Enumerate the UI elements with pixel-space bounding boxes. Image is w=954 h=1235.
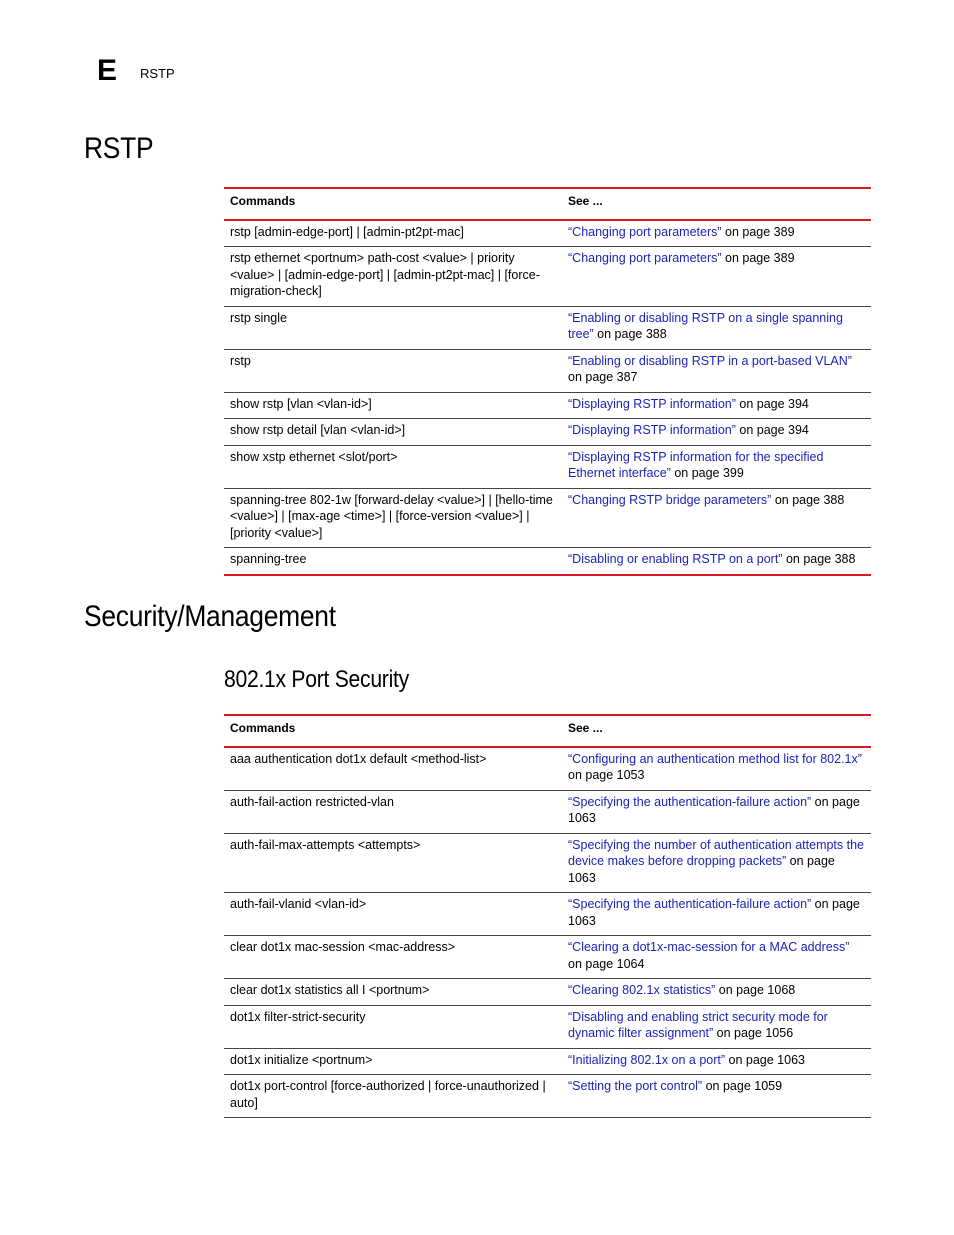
cross-reference-link[interactable]: “Displaying RSTP information for the specified Ethernet interface” — [568, 449, 824, 480]
page-reference: on page 1053 — [568, 768, 645, 782]
table-row — [224, 392, 871, 419]
column-header-see: See ... — [568, 194, 603, 208]
table-row — [224, 1005, 871, 1048]
column-header-commands: Commands — [230, 194, 296, 208]
command-cell: show rstp detail [vlan <vlan-id>] — [230, 423, 406, 437]
page-reference: on page 387 — [568, 370, 638, 384]
table-row — [224, 306, 871, 349]
page-reference: on page 1063 — [568, 794, 860, 825]
cross-reference-link[interactable]: “Initializing 802.1x on a port” — [568, 1052, 726, 1067]
table-row — [224, 548, 871, 575]
rstp-commands-table — [224, 187, 871, 576]
command-cell: clear dot1x statistics all I <portnum> — [230, 983, 430, 997]
cross-reference-link[interactable]: “Changing port parameters” — [568, 224, 722, 239]
command-cell: clear dot1x mac-session <mac-address> — [230, 940, 456, 954]
reference-cell — [562, 392, 871, 419]
page-reference: on page 394 — [735, 396, 809, 411]
reference-cell — [562, 349, 871, 392]
cross-reference-link[interactable]: “Clearing a dot1x-mac-session for a MAC address” — [568, 940, 850, 954]
table-row — [224, 488, 871, 548]
reference-cell — [562, 306, 871, 349]
table-row — [224, 247, 871, 307]
table-row — [224, 349, 871, 392]
reference-cell — [562, 445, 871, 488]
command-cell: auth-fail-action restricted-vlan — [230, 794, 394, 809]
table-row — [224, 833, 871, 893]
command-cell: spanning-tree — [230, 552, 307, 566]
page-reference: on page 389 — [721, 224, 795, 239]
reference-cell — [562, 220, 871, 247]
cross-reference-link[interactable]: “Clearing 802.1x statistics” — [568, 983, 716, 997]
page-reference: on page 1063 — [725, 1052, 805, 1067]
reference-cell — [562, 1005, 871, 1048]
reference-cell — [562, 548, 871, 575]
reference-cell — [562, 1075, 871, 1118]
command-cell: rstp [admin-edge-port] | [admin-pt2pt-mac] — [230, 224, 464, 239]
cross-reference-link[interactable]: “Enabling or disabling RSTP on a single spanning tree” — [568, 310, 843, 341]
table-row — [224, 1048, 871, 1075]
cross-reference-link[interactable]: “Setting the port control” — [568, 1079, 703, 1093]
command-cell: rstp ethernet <portnum> path-cost <value> | priority <value> | [admin-edge-port] | [admin-pt2pt-mac] | [force-migration-check] — [230, 251, 540, 298]
cross-reference-link[interactable]: “Configuring an authentication method list for 802.1x” — [568, 751, 862, 766]
reference-cell — [562, 893, 871, 936]
reference-cell — [562, 488, 871, 548]
command-cell: show xstp ethernet <slot/port> — [230, 449, 398, 464]
table-row — [224, 220, 871, 247]
reference-cell — [562, 979, 871, 1006]
command-cell: dot1x port-control [force-authorized | force-unauthorized | auto] — [230, 1079, 546, 1110]
command-cell: dot1x initialize <portnum> — [230, 1052, 373, 1067]
command-cell: spanning-tree 802-1w [forward-delay <value>] | [hello-time <value>] | [max-age <time>] | [force-version <value>] | [priority <value>] — [230, 492, 553, 540]
table-row — [224, 419, 871, 446]
table-header-row — [224, 188, 871, 220]
reference-cell — [562, 419, 871, 446]
reference-cell — [562, 833, 871, 893]
command-cell: auth-fail-vlanid <vlan-id> — [230, 897, 367, 911]
page-reference: on page 394 — [735, 423, 809, 437]
appendix-letter: E — [97, 54, 118, 87]
reference-cell — [562, 747, 871, 791]
cross-reference-link[interactable]: “Specifying the number of authentication attempts the device makes before dropping packets” — [568, 837, 865, 868]
command-cell: auth-fail-max-attempts <attempts> — [230, 837, 421, 852]
page-reference: on page 1063 — [568, 854, 835, 885]
table-row — [224, 979, 871, 1006]
cross-reference-link[interactable]: “Specifying the authentication-failure action” — [568, 794, 812, 809]
section-title-security-management: Security/Management — [84, 600, 336, 633]
column-header-see: See ... — [568, 721, 603, 735]
dot1x-commands-table — [224, 714, 871, 1118]
reference-cell — [562, 1048, 871, 1075]
page-reference: on page 399 — [670, 466, 744, 480]
reference-cell — [562, 247, 871, 307]
command-cell: rstp single — [230, 310, 287, 325]
cross-reference-link[interactable]: “Disabling or enabling RSTP on a port” — [568, 552, 783, 566]
page-reference: on page 388 — [782, 552, 856, 566]
page-reference: on page 389 — [721, 251, 795, 265]
table-row — [224, 1075, 871, 1118]
page-reference: on page 1068 — [715, 983, 796, 997]
page-reference: on page 388 — [593, 327, 667, 341]
table-row — [224, 747, 871, 791]
cross-reference-link[interactable]: “Changing port parameters” — [568, 251, 722, 265]
section-title-rstp: RSTP — [84, 132, 154, 165]
command-cell: rstp — [230, 353, 251, 368]
column-header-commands: Commands — [230, 721, 296, 735]
cross-reference-link[interactable]: “Specifying the authentication-failure action” — [568, 897, 812, 911]
cross-reference-link[interactable]: “Displaying RSTP information” — [568, 396, 736, 411]
page-reference: on page 1059 — [702, 1079, 783, 1093]
subsection-title-8021x: 802.1x Port Security — [224, 666, 409, 693]
command-cell: show rstp [vlan <vlan-id>] — [230, 396, 372, 411]
command-cell: aaa authentication dot1x default <method-list> — [230, 751, 487, 766]
table-row — [224, 936, 871, 979]
reference-cell — [562, 936, 871, 979]
table-row — [224, 893, 871, 936]
page-reference: on page 388 — [771, 492, 845, 507]
page-reference: on page 1056 — [713, 1026, 794, 1040]
cross-reference-link[interactable]: “Displaying RSTP information” — [568, 423, 736, 437]
page-reference: on page 1063 — [568, 897, 860, 928]
table-row — [224, 790, 871, 833]
table-row — [224, 445, 871, 488]
running-header-title: RSTP — [140, 66, 175, 81]
cross-reference-link[interactable]: “Enabling or disabling RSTP in a port-based VLAN” — [568, 353, 852, 368]
table-header-row — [224, 715, 871, 747]
cross-reference-link[interactable]: “Changing RSTP bridge parameters” — [568, 492, 772, 507]
reference-cell — [562, 790, 871, 833]
page-reference: on page 1064 — [568, 956, 645, 971]
command-cell: dot1x filter-strict-security — [230, 1009, 366, 1024]
cross-reference-link[interactable]: “Disabling and enabling strict security mode for dynamic filter assignment” — [568, 1009, 828, 1040]
